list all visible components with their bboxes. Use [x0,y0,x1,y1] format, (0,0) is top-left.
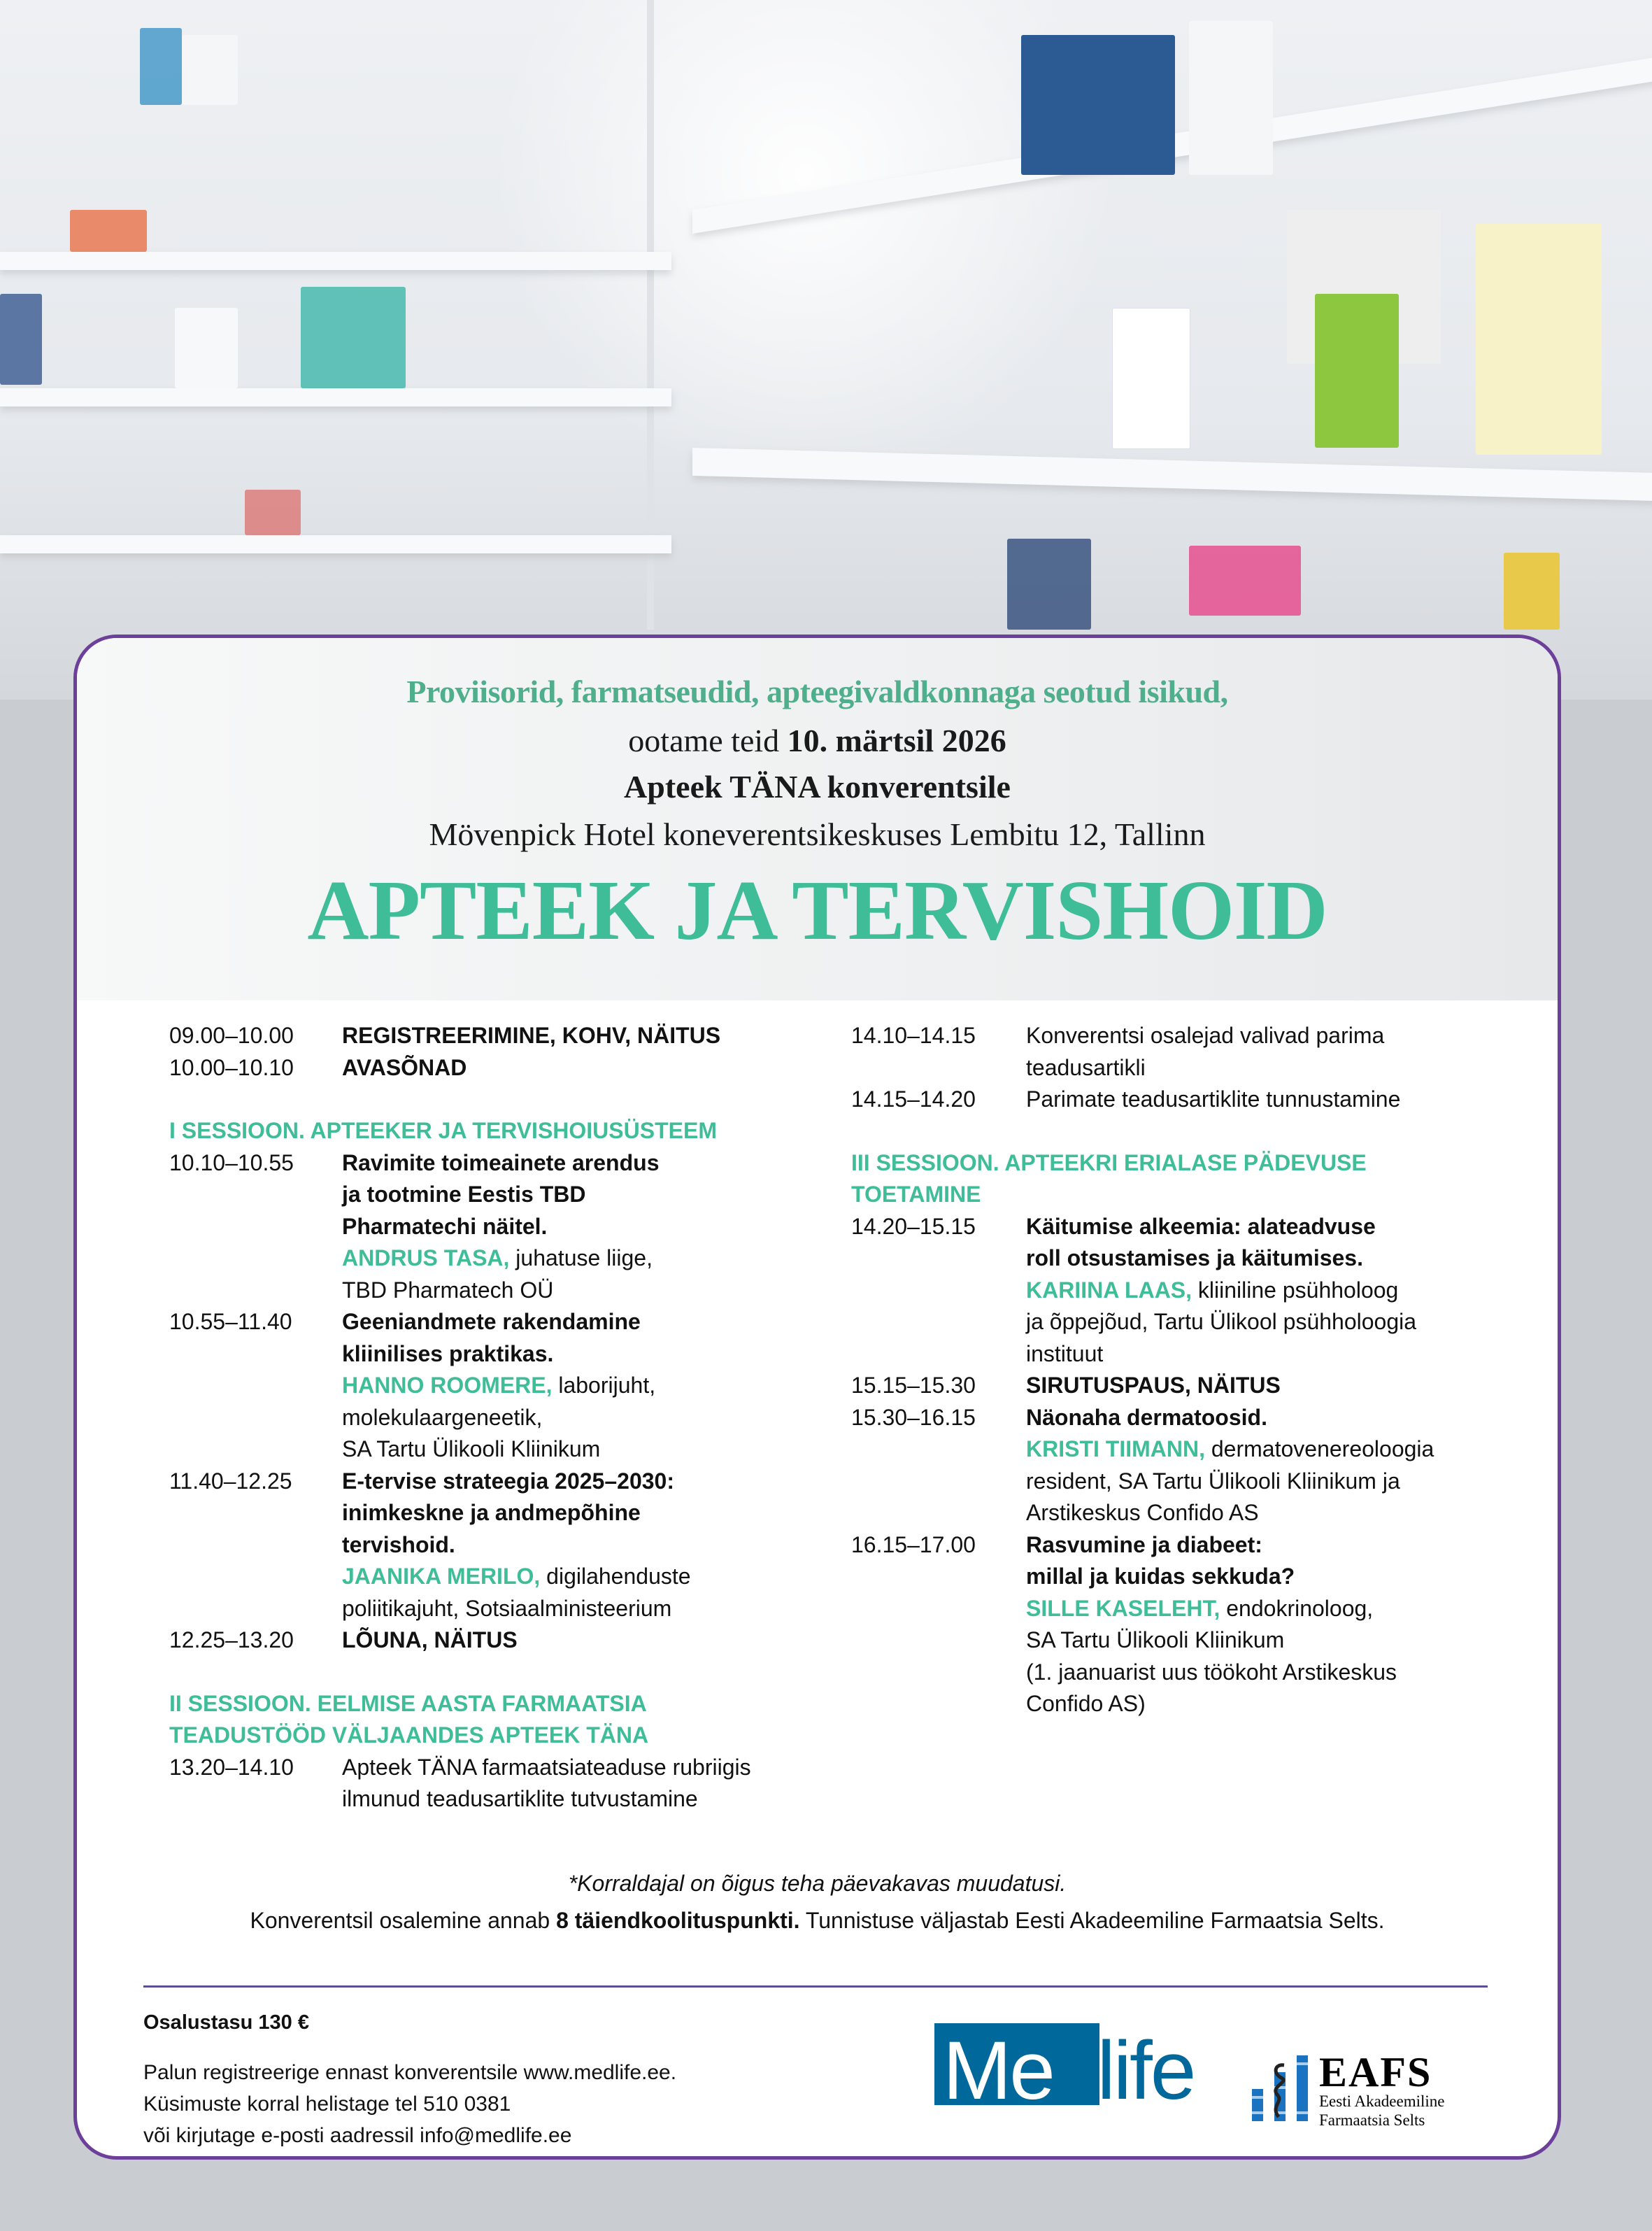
credits-points: 8 täiendkoolituspunkti. [556,1908,800,1933]
medicine-box [175,308,238,388]
topic: LÕUNA, NÄITUS [342,1627,518,1652]
speaker-info [1026,1275,1551,1307]
speaker-org: instituut [1026,1340,1104,1366]
topic: REGISTREERIMINE, KOHV, NÄITUS [342,1023,721,1048]
contact-line: või kirjutage e-posti aadressil info@medlife.ee [143,2124,572,2147]
speaker-role: kliiniline psühholoog [1197,1277,1399,1303]
credits-suffix: Tunnistuse väljastab Eesti Akadeemiline Farmaatsia Selts. [805,1908,1385,1933]
talk-title: roll otsustamises ja käitumises. [1026,1245,1363,1270]
schedule-row [169,1306,869,1466]
program-right-column [851,1020,1551,1720]
credits-prefix: Konverentsil osalemine annab [250,1908,550,1933]
session-3-title-line: III SESSIOON. APTEEKRI ERIALASE PÄDEVUSE [851,1149,1367,1175]
talk-title: Näonaha dermatoosid. [1026,1404,1267,1430]
medicine-box [1189,21,1273,175]
footer-divider [143,1985,1488,1988]
date-line [77,722,1558,759]
talk-title: Käitumise alkeemia: alateadvuse [1026,1213,1376,1239]
conference-card [73,635,1561,2160]
session-1-heading: I SESSIOON. APTEEKER JA TERVISHOIUSÜSTEEM [169,1118,717,1143]
time-slot: 12.25–13.20 [169,1627,294,1652]
medicine-box [1021,35,1175,175]
time-slot: 14.10–14.15 [851,1023,976,1048]
speaker-info [342,1561,869,1593]
caduceus-columns-icon [1249,2053,1316,2123]
time-slot: 14.15–14.20 [851,1086,976,1112]
speaker-role: endokrinoloog, [1226,1595,1374,1621]
speaker-org: resident, SA Tartu Ülikooli Kliinikum ja [1026,1468,1400,1494]
schedule-row [169,1020,869,1052]
page-title: APTEEK JA TERVISHOID [307,863,1327,958]
talk-title: E-tervise strateegia 2025–2030: inimkeskne ja andmepõhine tervishoid. [342,1468,674,1557]
topic: AVASÕNAD [342,1054,467,1080]
time-slot: 16.15–17.00 [851,1531,976,1557]
topic: SIRUTUSPAUS, NÄITUS [1026,1373,1281,1398]
speaker-role: juhatuse liige, [515,1245,653,1270]
card-header-band [77,638,1558,1000]
medicine-box [1476,224,1602,455]
talk-title: Ravimite toimeainete arendus ja tootmine Eestis TBD Pharmatechi näitel. [342,1149,660,1239]
speaker-info [1026,1433,1551,1466]
medlife-logo [934,2023,1211,2117]
speaker-org: SA Tartu Ülikooli Kliinikum [342,1436,601,1461]
credits-line [77,1908,1558,1934]
event-date: 10. märtsil 2026 [787,723,1006,758]
eafs-name-line: Farmaatsia Selts [1319,2111,1425,2129]
session-3-heading [851,1147,1551,1211]
topic-line: ilmunud teadusartiklite tutvustamine [342,1786,698,1811]
shelf-board [0,388,671,406]
talk-title: millal ja kuidas sekkuda? [1026,1564,1295,1589]
time-slot: 10.10–10.55 [169,1149,294,1175]
session-2-title-line: TEADUSTÖÖD VÄLJAANDES APTEEK TÄNA [169,1722,649,1748]
medicine-box [1504,553,1560,630]
schedule-row [169,1752,869,1815]
contact-info [143,2057,676,2151]
program-left-column [169,1020,869,1815]
medicine-box [140,28,182,105]
topic-line: Apteek TÄNA farmaatsiateaduse rubriigis [342,1754,751,1780]
speaker-org: SA Tartu Ülikooli Kliinikum [1026,1627,1285,1652]
organizer-note: *Korraldajal on õigus teha päevakavas muudatusi. [568,1871,1067,1896]
time-slot: 14.20–15.15 [851,1213,976,1239]
talk-title: Rasvumine ja diabeet: [1026,1531,1262,1557]
eafs-logo [1249,2049,1515,2130]
time-slot: 11.40–12.25 [169,1468,292,1494]
speaker-name: JAANIKA MERILO, [342,1564,541,1589]
session-2-title-line: II SESSIOON. EELMISE AASTA FARMAATSIA [169,1690,647,1716]
medicine-box [182,35,238,105]
pharmacy-shelves-photo [0,0,1652,700]
time-slot: 15.15–15.30 [851,1373,976,1398]
schedule-row [851,1402,1551,1529]
speaker-org: (1. jaanuarist uus töökoht Arstikeskus [1026,1659,1397,1685]
topic-line: Parimate teadusartiklite tunnustamine [1026,1086,1401,1112]
time-slot: 09.00–10.00 [169,1023,294,1048]
schedule-row [851,1370,1551,1402]
eafs-name-line: Eesti Akadeemiline [1319,2092,1445,2110]
medicine-box [1112,308,1190,449]
shelf-board [692,448,1652,502]
medicine-box [70,210,147,252]
speaker-name: ANDRUS TASA, [342,1245,510,1270]
talk-title: Geeniandmete rakendamine kliinilises praktikas. [342,1309,641,1366]
schedule-row [851,1020,1551,1084]
speaker-org: Confido AS) [1026,1691,1146,1716]
medicine-box [1189,546,1301,616]
schedule-row [851,1529,1551,1720]
topic-line: Konverentsi osalejad valivad parima [1026,1023,1385,1048]
schedule-row [169,1466,869,1625]
time-slot: 10.00–10.10 [169,1054,294,1080]
speaker-org: Arstikeskus Confido AS [1026,1500,1259,1525]
speaker-org: ja õppejõud, Tartu Ülikool psühholoogia [1026,1309,1417,1334]
speaker-name: SILLE KASELEHT, [1026,1595,1220,1621]
speaker-org: TBD Pharmatech OÜ [342,1277,554,1303]
medlife-logo-text: Medlife [943,2025,1195,2117]
speaker-org: poliitikajuht, Sotsiaalministeerium [342,1595,672,1621]
schedule-row [851,1084,1551,1116]
schedule-row [851,1211,1551,1371]
speaker-role: dermatovenereoloogia [1211,1436,1434,1461]
session-2-heading [169,1688,869,1752]
contact-line: Palun registreerige ennast konverentsile www.medlife.ee. [143,2061,677,2084]
medicine-box [1315,294,1399,448]
speaker-name: KRISTI TIIMANN, [1026,1436,1205,1461]
time-slot: 13.20–14.10 [169,1754,294,1780]
shelf-board [0,535,671,553]
contact-line: Küsimuste korral helistage tel 510 0381 [143,2092,511,2116]
eafs-abbr: EAFS [1319,2049,1432,2095]
time-slot: 10.55–11.40 [169,1309,292,1334]
schedule-row [169,1052,869,1084]
speaker-info [342,1242,869,1275]
invite-prefix: ootame teid [628,723,780,758]
participation-fee: Osalustasu 130 € [143,2011,309,2034]
topic-line: teadusartikli [1026,1054,1146,1080]
speaker-info [1026,1593,1551,1625]
speaker-org: molekulaargeneetik, [342,1404,543,1430]
venue-line: Mövenpick Hotel koneverentsikeskuses Lembitu 12, Tallinn [429,816,1206,852]
conference-name: Apteek TÄNA konverentsile [624,769,1011,805]
speaker-info [342,1370,869,1402]
session-3-title-line: TOETAMINE [851,1182,981,1207]
speaker-role: laborijuht, [558,1373,656,1398]
speaker-name: HANNO ROOMERE, [342,1373,553,1398]
medicine-box [301,287,406,388]
schedule-row [169,1624,869,1657]
audience-line: Proviisorid, farmatseudid, apteegivaldkonnaga seotud isikud, [406,674,1228,709]
medicine-box [0,294,42,385]
speaker-role: digilahenduste [546,1564,691,1589]
time-slot: 15.30–16.15 [851,1404,976,1430]
shelf-board [0,252,671,270]
medicine-box [1007,539,1091,630]
schedule-row [169,1147,869,1307]
speaker-name: KARIINA LAAS, [1026,1277,1192,1303]
eafs-fullname [1319,2092,1444,2130]
medicine-box [245,490,301,535]
